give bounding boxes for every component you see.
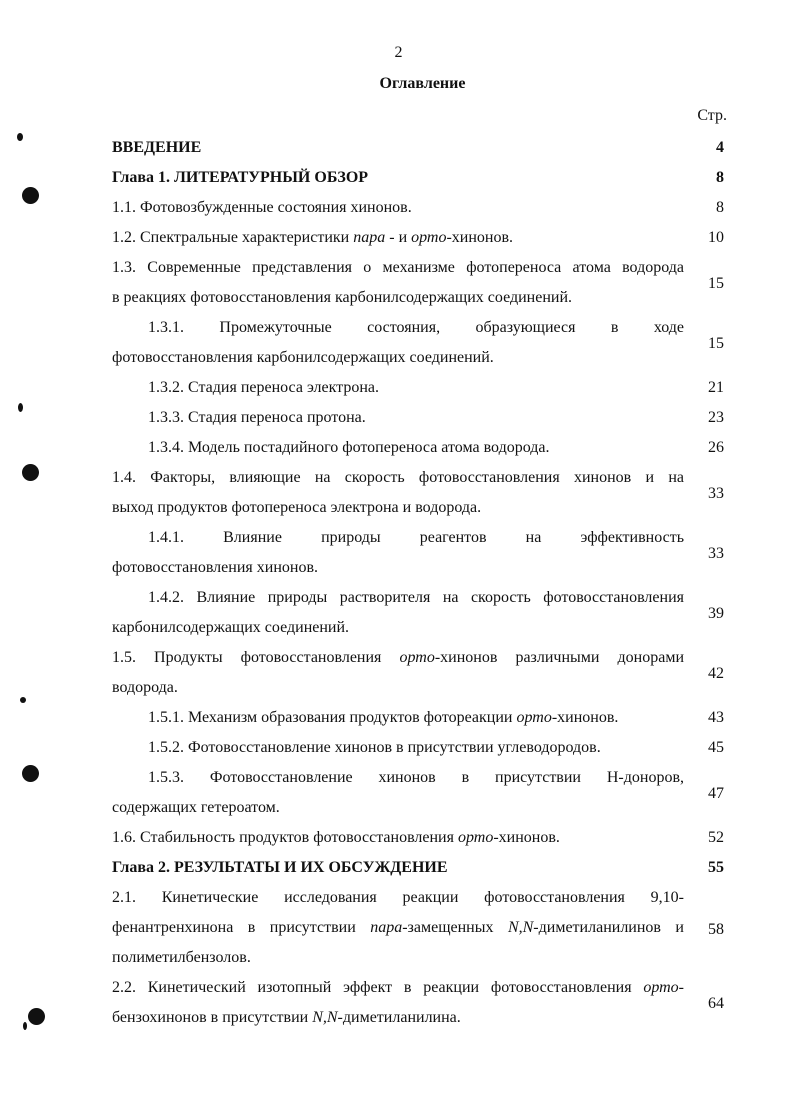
toc-entry [112, 463, 724, 523]
page-number: 2 [394, 44, 403, 61]
toc-entry-title-line: 1.4. Факторы, влияющие на скорость фотовосстановления хинонов и на [112, 469, 684, 486]
scan-speck [20, 697, 26, 703]
toc-entry-page: 15 [708, 335, 724, 352]
binder-hole [22, 187, 39, 204]
toc-entry-title: 1.5.2. Фотовосстановление хинонов в присутствии углеводородов. [148, 739, 601, 756]
toc-entry-title-line: бензохинонов в присутствии N,N-диметиланилина. [112, 1009, 461, 1026]
toc-entry [112, 583, 724, 643]
scan-speck [17, 133, 23, 141]
toc-entry-title: 1.3.2. Стадия переноса электрона. [148, 379, 380, 396]
toc-entry-page: 4 [716, 139, 724, 156]
binder-hole [28, 1008, 45, 1025]
toc-entry [112, 163, 724, 193]
table-of-contents [112, 133, 724, 1033]
toc-entry-page: 39 [708, 605, 724, 622]
toc-entry-page: 33 [708, 545, 724, 562]
toc-entry-title-line: содержащих гетероатом. [112, 799, 280, 816]
toc-entry-title: Глава 1. ЛИТЕРАТУРНЫЙ ОБЗОР [112, 169, 369, 186]
toc-entry-title-line: карбонилсодержащих соединений. [112, 619, 350, 636]
toc-entry-title: Глава 2. РЕЗУЛЬТАТЫ И ИХ ОБСУЖДЕНИЕ [112, 859, 448, 876]
toc-entry [112, 763, 724, 823]
toc-entry-title-line: фенантренхинона в присутствии пара-замещенных N,N-диметиланилинов и [112, 919, 684, 936]
toc-entry [112, 223, 724, 253]
toc-entry [112, 823, 724, 853]
toc-entry-page: 64 [708, 995, 724, 1012]
toc-entry [112, 373, 724, 403]
toc-entry-title: 1.5.1. Механизм образования продуктов фотореакции орто-хинонов. [148, 709, 619, 726]
toc-entry-page: 10 [708, 229, 724, 246]
toc-entry-page: 26 [708, 439, 724, 456]
toc-entry-page: 52 [708, 829, 724, 846]
toc-entry-page: 42 [708, 665, 724, 682]
toc-entry-title: ВВЕДЕНИЕ [112, 139, 202, 156]
toc-entry-title: 1.3.4. Модель постадийного фотопереноса атома водорода. [148, 439, 550, 456]
toc-entry [112, 643, 724, 703]
toc-entry-page: 33 [708, 485, 724, 502]
toc-entry-title-line: фотовосстановления хинонов. [112, 559, 318, 576]
toc-entry [112, 253, 724, 313]
toc-entry-title-line: 1.4.1. Влияние природы реагентов на эффективность [148, 529, 684, 546]
toc-entry-page: 15 [708, 275, 724, 292]
toc-entry [112, 973, 724, 1033]
toc-entry-title-line: 1.3.1. Промежуточные состояния, образующиеся в ходе [148, 319, 684, 336]
toc-entry-title-line: 1.3. Современные представления о механизме фотопереноса атома водорода [112, 259, 684, 276]
toc-entry-page: 47 [708, 785, 724, 802]
toc-entry-title-line: выход продуктов фотопереноса электрона и водорода. [112, 499, 482, 516]
toc-entry-page: 21 [708, 379, 724, 396]
toc-entry-title-line: фотовосстановления карбонилсодержащих соединений. [112, 349, 494, 366]
toc-entry-title: 1.2. Спектральные характеристики пара - и орто-хинонов. [112, 229, 514, 246]
toc-entry [112, 313, 724, 373]
binder-hole [22, 765, 39, 782]
toc-entry-title-line: в реакциях фотовосстановления карбонилсодержащих соединений. [112, 289, 573, 306]
toc-entry [112, 193, 724, 223]
toc-entry-page: 45 [708, 739, 724, 756]
toc-entry-title: 1.1. Фотовозбужденные состояния хинонов. [112, 199, 412, 216]
toc-entry-title-line: 1.5.3. Фотовосстановление хинонов в присутствии Н-доноров, [148, 769, 684, 786]
page-column-label: Стр. [697, 107, 727, 124]
toc-entry [112, 133, 724, 163]
toc-entry-page: 58 [708, 921, 724, 938]
toc-entry-title: 1.3.3. Стадия переноса протона. [148, 409, 366, 426]
toc-entry-title-line: 2.2. Кинетический изотопный эффект в реакции фотовосстановления орто- [112, 979, 684, 996]
toc-entry-title: 1.6. Стабильность продуктов фотовосстановления орто-хинонов. [112, 829, 560, 846]
toc-entry-title-line: водорода. [112, 679, 178, 696]
binder-hole [22, 464, 39, 481]
scan-speck [23, 1022, 27, 1030]
toc-entry-page: 23 [708, 409, 724, 426]
toc-entry-page: 43 [708, 709, 724, 726]
toc-entry-title-line: 1.5. Продукты фотовосстановления орто-хинонов различными донорами [112, 649, 685, 666]
toc-entry [112, 433, 724, 463]
toc-entry-title-line: 1.4.2. Влияние природы растворителя на скорость фотовосстановления [148, 589, 684, 606]
toc-entry [112, 853, 724, 883]
toc-entry-title-line: 2.1. Кинетические исследования реакции фотовосстановления 9,10- [112, 889, 684, 906]
toc-entry-title-line: полиметилбензолов. [112, 949, 251, 966]
toc-entry [112, 733, 724, 763]
toc-entry [112, 403, 724, 433]
toc-entry [112, 883, 724, 973]
toc-entry-page: 8 [716, 199, 724, 216]
toc-entry-page: 55 [708, 859, 724, 876]
toc-entry [112, 523, 724, 583]
scan-speck [18, 403, 23, 412]
toc-entry-page: 8 [716, 169, 724, 186]
toc-entry [112, 703, 724, 733]
page-title: Оглавление [379, 75, 466, 92]
